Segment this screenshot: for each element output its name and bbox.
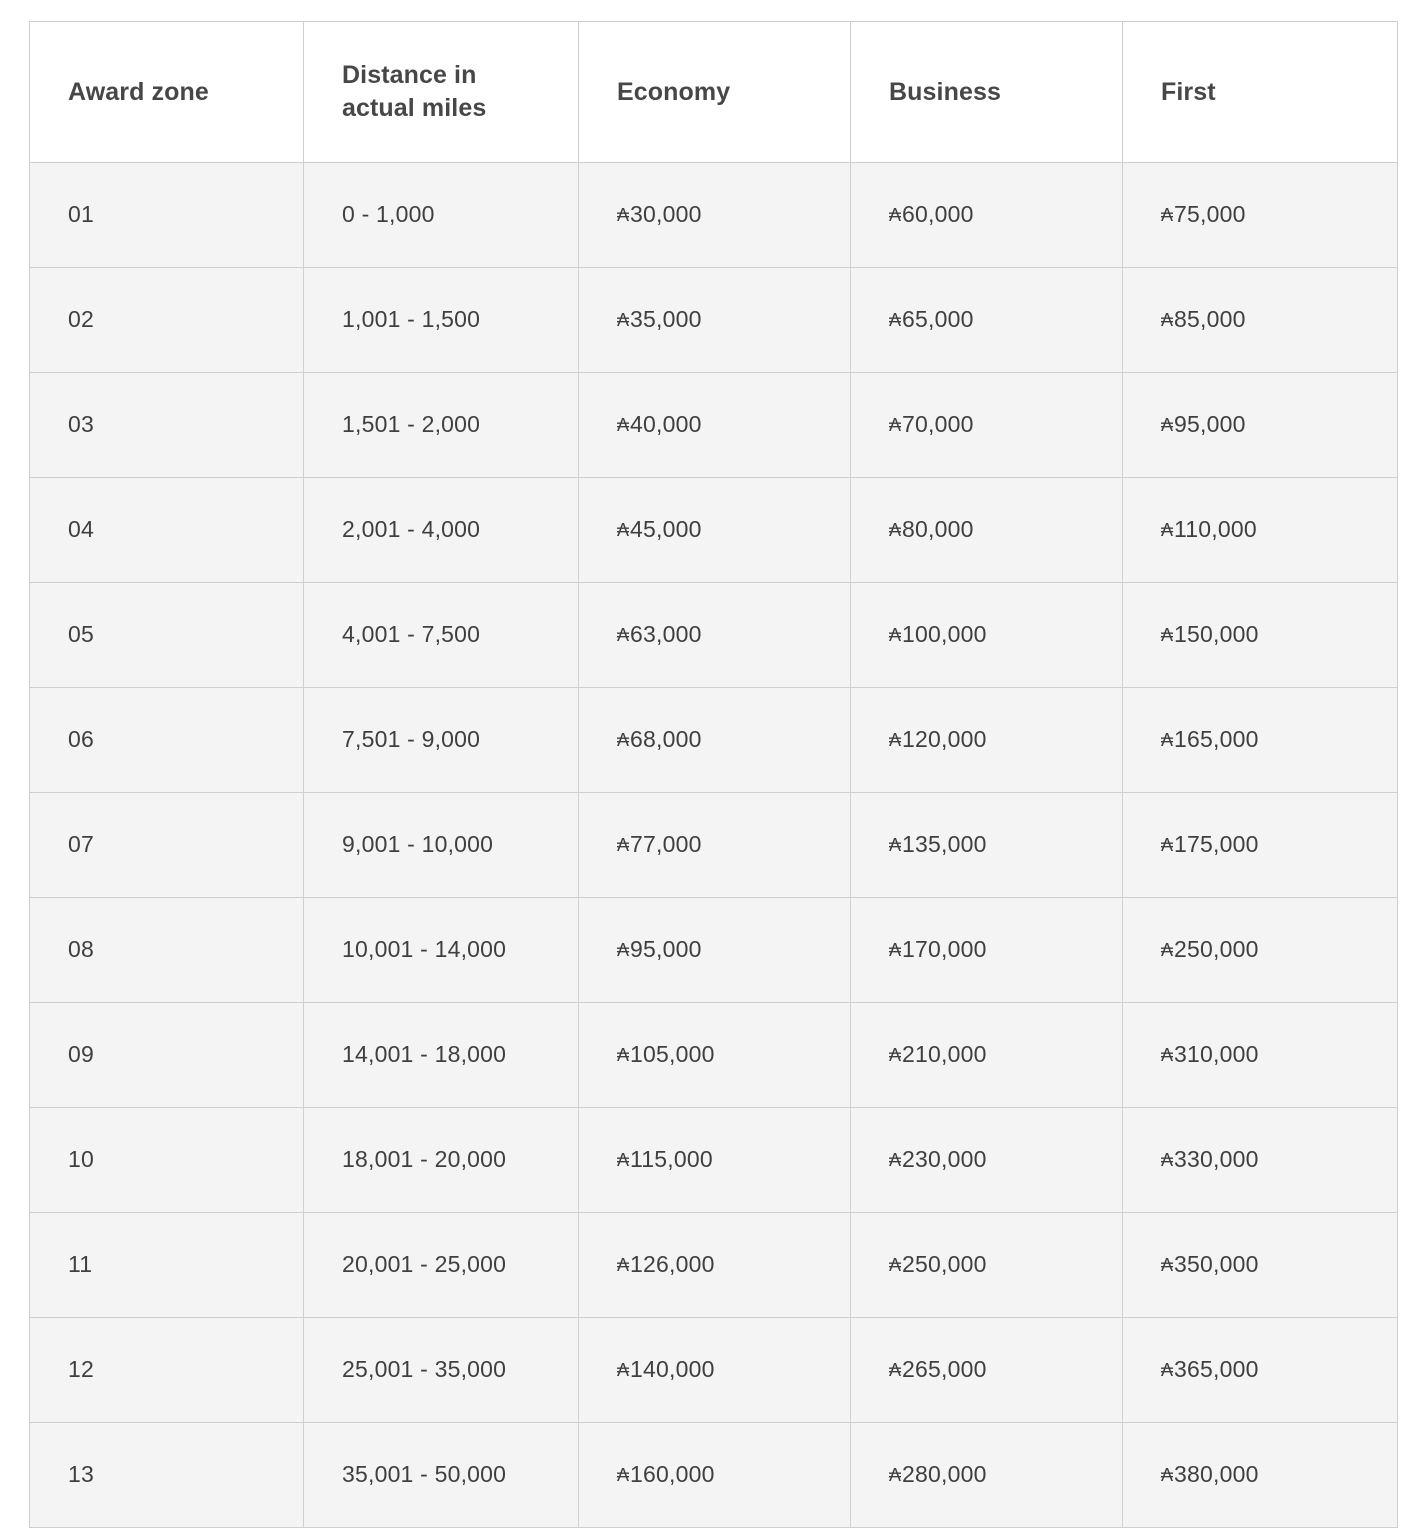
cell-economy-miles (579, 793, 851, 898)
column-header-economy-label: Economy (617, 77, 731, 106)
column-header-award-zone-label: Award zone (68, 77, 209, 106)
cell-economy-value: 160,000 (630, 1461, 715, 1488)
asia-miles-symbol-icon: ₳ (1161, 625, 1174, 646)
cell-first-miles (1123, 1318, 1398, 1423)
column-header-business (851, 22, 1123, 163)
cell-first-miles (1123, 478, 1398, 583)
cell-first-value: 165,000 (1174, 726, 1259, 753)
table-row (30, 1423, 1398, 1528)
column-header-economy (579, 22, 851, 163)
cell-economy-value: 45,000 (630, 516, 702, 543)
cell-first-value: 350,000 (1174, 1251, 1259, 1278)
asia-miles-symbol-icon: ₳ (1161, 1045, 1174, 1066)
cell-economy-miles (579, 373, 851, 478)
cell-business-miles (851, 268, 1123, 373)
cell-business-miles (851, 373, 1123, 478)
asia-miles-symbol-icon: ₳ (889, 940, 902, 961)
cell-distance: 1,001 - 1,500 (304, 268, 579, 373)
cell-economy-value: 115,000 (630, 1146, 713, 1173)
cell-first-miles (1123, 268, 1398, 373)
column-header-distance-label-line1: Distance in (342, 61, 477, 89)
column-header-first (1123, 22, 1398, 163)
cell-economy-value: 140,000 (630, 1356, 715, 1383)
cell-business-miles (851, 163, 1123, 268)
cell-distance: 18,001 - 20,000 (304, 1108, 579, 1213)
cell-business-value: 100,000 (902, 621, 987, 648)
cell-first-miles (1123, 1213, 1398, 1318)
cell-distance: 20,001 - 25,000 (304, 1213, 579, 1318)
cell-award-zone: 09 (30, 1003, 304, 1108)
asia-miles-symbol-icon: ₳ (617, 1360, 630, 1381)
cell-award-zone: 01 (30, 163, 304, 268)
cell-economy-value: 30,000 (630, 201, 702, 228)
cell-first-miles (1123, 688, 1398, 793)
cell-business-miles (851, 478, 1123, 583)
asia-miles-symbol-icon: ₳ (1161, 520, 1174, 541)
cell-economy-miles (579, 583, 851, 688)
cell-economy-value: 63,000 (630, 621, 702, 648)
column-header-first-label: First (1161, 77, 1216, 106)
cell-economy-miles (579, 1108, 851, 1213)
column-header-award-zone (30, 22, 304, 163)
cell-business-value: 60,000 (902, 201, 974, 228)
cell-award-zone: 02 (30, 268, 304, 373)
cell-distance: 14,001 - 18,000 (304, 1003, 579, 1108)
cell-award-zone: 04 (30, 478, 304, 583)
cell-business-value: 80,000 (902, 516, 974, 543)
table-row (30, 373, 1398, 478)
cell-first-miles (1123, 1108, 1398, 1213)
cell-distance: 25,001 - 35,000 (304, 1318, 579, 1423)
cell-distance: 4,001 - 7,500 (304, 583, 579, 688)
cell-distance: 9,001 - 10,000 (304, 793, 579, 898)
cell-business-miles (851, 1318, 1123, 1423)
asia-miles-symbol-icon: ₳ (889, 310, 902, 331)
asia-miles-symbol-icon: ₳ (617, 520, 630, 541)
cell-first-miles (1123, 793, 1398, 898)
cell-first-value: 380,000 (1174, 1461, 1259, 1488)
cell-first-value: 150,000 (1174, 621, 1259, 648)
column-header-distance (304, 22, 579, 163)
asia-miles-symbol-icon: ₳ (617, 625, 630, 646)
award-chart-container (29, 21, 1397, 1528)
asia-miles-symbol-icon: ₳ (1161, 1150, 1174, 1171)
cell-economy-miles (579, 898, 851, 1003)
asia-miles-symbol-icon: ₳ (1161, 1255, 1174, 1276)
cell-business-miles (851, 1213, 1123, 1318)
cell-economy-miles (579, 688, 851, 793)
asia-miles-symbol-icon: ₳ (1161, 310, 1174, 331)
cell-economy-miles (579, 1423, 851, 1528)
asia-miles-symbol-icon: ₳ (889, 1255, 902, 1276)
cell-economy-miles (579, 163, 851, 268)
cell-first-miles (1123, 898, 1398, 1003)
asia-miles-symbol-icon: ₳ (1161, 1360, 1174, 1381)
column-header-business-label: Business (889, 77, 1001, 106)
table-row (30, 688, 1398, 793)
asia-miles-symbol-icon: ₳ (889, 520, 902, 541)
cell-distance: 0 - 1,000 (304, 163, 579, 268)
cell-award-zone: 07 (30, 793, 304, 898)
cell-business-miles (851, 583, 1123, 688)
cell-business-miles (851, 1108, 1123, 1213)
asia-miles-symbol-icon: ₳ (617, 310, 630, 331)
cell-economy-miles (579, 268, 851, 373)
asia-miles-symbol-icon: ₳ (617, 1045, 630, 1066)
cell-economy-miles (579, 1003, 851, 1108)
cell-award-zone: 06 (30, 688, 304, 793)
asia-miles-symbol-icon: ₳ (889, 835, 902, 856)
asia-miles-symbol-icon: ₳ (889, 1045, 902, 1066)
cell-business-value: 265,000 (902, 1356, 987, 1383)
cell-award-zone: 08 (30, 898, 304, 1003)
cell-distance: 10,001 - 14,000 (304, 898, 579, 1003)
header-row (30, 22, 1398, 163)
cell-business-value: 120,000 (902, 726, 987, 753)
cell-award-zone: 11 (30, 1213, 304, 1318)
cell-business-value: 280,000 (902, 1461, 987, 1488)
cell-economy-value: 105,000 (630, 1041, 715, 1068)
asia-miles-symbol-icon: ₳ (1161, 940, 1174, 961)
asia-miles-symbol-icon: ₳ (1161, 835, 1174, 856)
table-row (30, 478, 1398, 583)
cell-business-value: 250,000 (902, 1251, 987, 1278)
asia-miles-symbol-icon: ₳ (617, 940, 630, 961)
cell-economy-miles (579, 1318, 851, 1423)
cell-first-miles (1123, 583, 1398, 688)
cell-economy-value: 126,000 (630, 1251, 715, 1278)
cell-economy-miles (579, 478, 851, 583)
cell-first-value: 310,000 (1174, 1041, 1259, 1068)
cell-economy-value: 40,000 (630, 411, 702, 438)
cell-distance: 1,501 - 2,000 (304, 373, 579, 478)
cell-award-zone: 03 (30, 373, 304, 478)
table-row (30, 163, 1398, 268)
asia-miles-symbol-icon: ₳ (617, 835, 630, 856)
table-row (30, 1003, 1398, 1108)
asia-miles-symbol-icon: ₳ (617, 730, 630, 751)
cell-first-value: 110,000 (1174, 516, 1257, 543)
asia-miles-symbol-icon: ₳ (889, 1465, 902, 1486)
cell-business-value: 170,000 (902, 936, 987, 963)
cell-economy-miles (579, 1213, 851, 1318)
cell-business-miles (851, 1423, 1123, 1528)
cell-economy-value: 77,000 (630, 831, 702, 858)
cell-business-value: 65,000 (902, 306, 974, 333)
table-row (30, 793, 1398, 898)
table-header (30, 22, 1398, 163)
column-header-distance-label-line2: actual miles (342, 94, 487, 122)
cell-award-zone: 12 (30, 1318, 304, 1423)
cell-distance: 7,501 - 9,000 (304, 688, 579, 793)
cell-economy-value: 35,000 (630, 306, 702, 333)
cell-first-value: 250,000 (1174, 936, 1259, 963)
table-body (30, 163, 1398, 1528)
cell-business-miles (851, 688, 1123, 793)
cell-first-value: 75,000 (1174, 201, 1246, 228)
cell-first-miles (1123, 373, 1398, 478)
cell-first-value: 330,000 (1174, 1146, 1259, 1173)
asia-miles-symbol-icon: ₳ (617, 205, 630, 226)
cell-first-value: 365,000 (1174, 1356, 1259, 1383)
cell-business-value: 70,000 (902, 411, 974, 438)
cell-distance: 2,001 - 4,000 (304, 478, 579, 583)
cell-business-value: 135,000 (902, 831, 987, 858)
cell-first-miles (1123, 1423, 1398, 1528)
asia-miles-symbol-icon: ₳ (617, 1465, 630, 1486)
cell-first-miles (1123, 1003, 1398, 1108)
cell-economy-value: 68,000 (630, 726, 702, 753)
cell-distance: 35,001 - 50,000 (304, 1423, 579, 1528)
cell-business-value: 230,000 (902, 1146, 987, 1173)
asia-miles-symbol-icon: ₳ (1161, 415, 1174, 436)
cell-business-value: 210,000 (902, 1041, 987, 1068)
table-row (30, 1108, 1398, 1213)
cell-business-miles (851, 898, 1123, 1003)
cell-first-value: 95,000 (1174, 411, 1246, 438)
cell-award-zone: 10 (30, 1108, 304, 1213)
cell-first-miles (1123, 163, 1398, 268)
table-row (30, 1318, 1398, 1423)
asia-miles-symbol-icon: ₳ (889, 730, 902, 751)
asia-miles-symbol-icon: ₳ (1161, 730, 1174, 751)
award-chart-table (29, 21, 1398, 1528)
table-row (30, 898, 1398, 1003)
asia-miles-symbol-icon: ₳ (889, 1150, 902, 1171)
cell-first-value: 85,000 (1174, 306, 1246, 333)
table-row (30, 1213, 1398, 1318)
asia-miles-symbol-icon: ₳ (889, 625, 902, 646)
asia-miles-symbol-icon: ₳ (889, 415, 902, 436)
cell-business-miles (851, 793, 1123, 898)
asia-miles-symbol-icon: ₳ (617, 1255, 630, 1276)
asia-miles-symbol-icon: ₳ (1161, 205, 1174, 226)
asia-miles-symbol-icon: ₳ (617, 415, 630, 436)
cell-economy-value: 95,000 (630, 936, 702, 963)
cell-award-zone: 05 (30, 583, 304, 688)
cell-award-zone: 13 (30, 1423, 304, 1528)
table-row (30, 268, 1398, 373)
asia-miles-symbol-icon: ₳ (889, 205, 902, 226)
asia-miles-symbol-icon: ₳ (889, 1360, 902, 1381)
asia-miles-symbol-icon: ₳ (617, 1150, 630, 1171)
cell-first-value: 175,000 (1174, 831, 1259, 858)
cell-business-miles (851, 1003, 1123, 1108)
table-row (30, 583, 1398, 688)
asia-miles-symbol-icon: ₳ (1161, 1465, 1174, 1486)
